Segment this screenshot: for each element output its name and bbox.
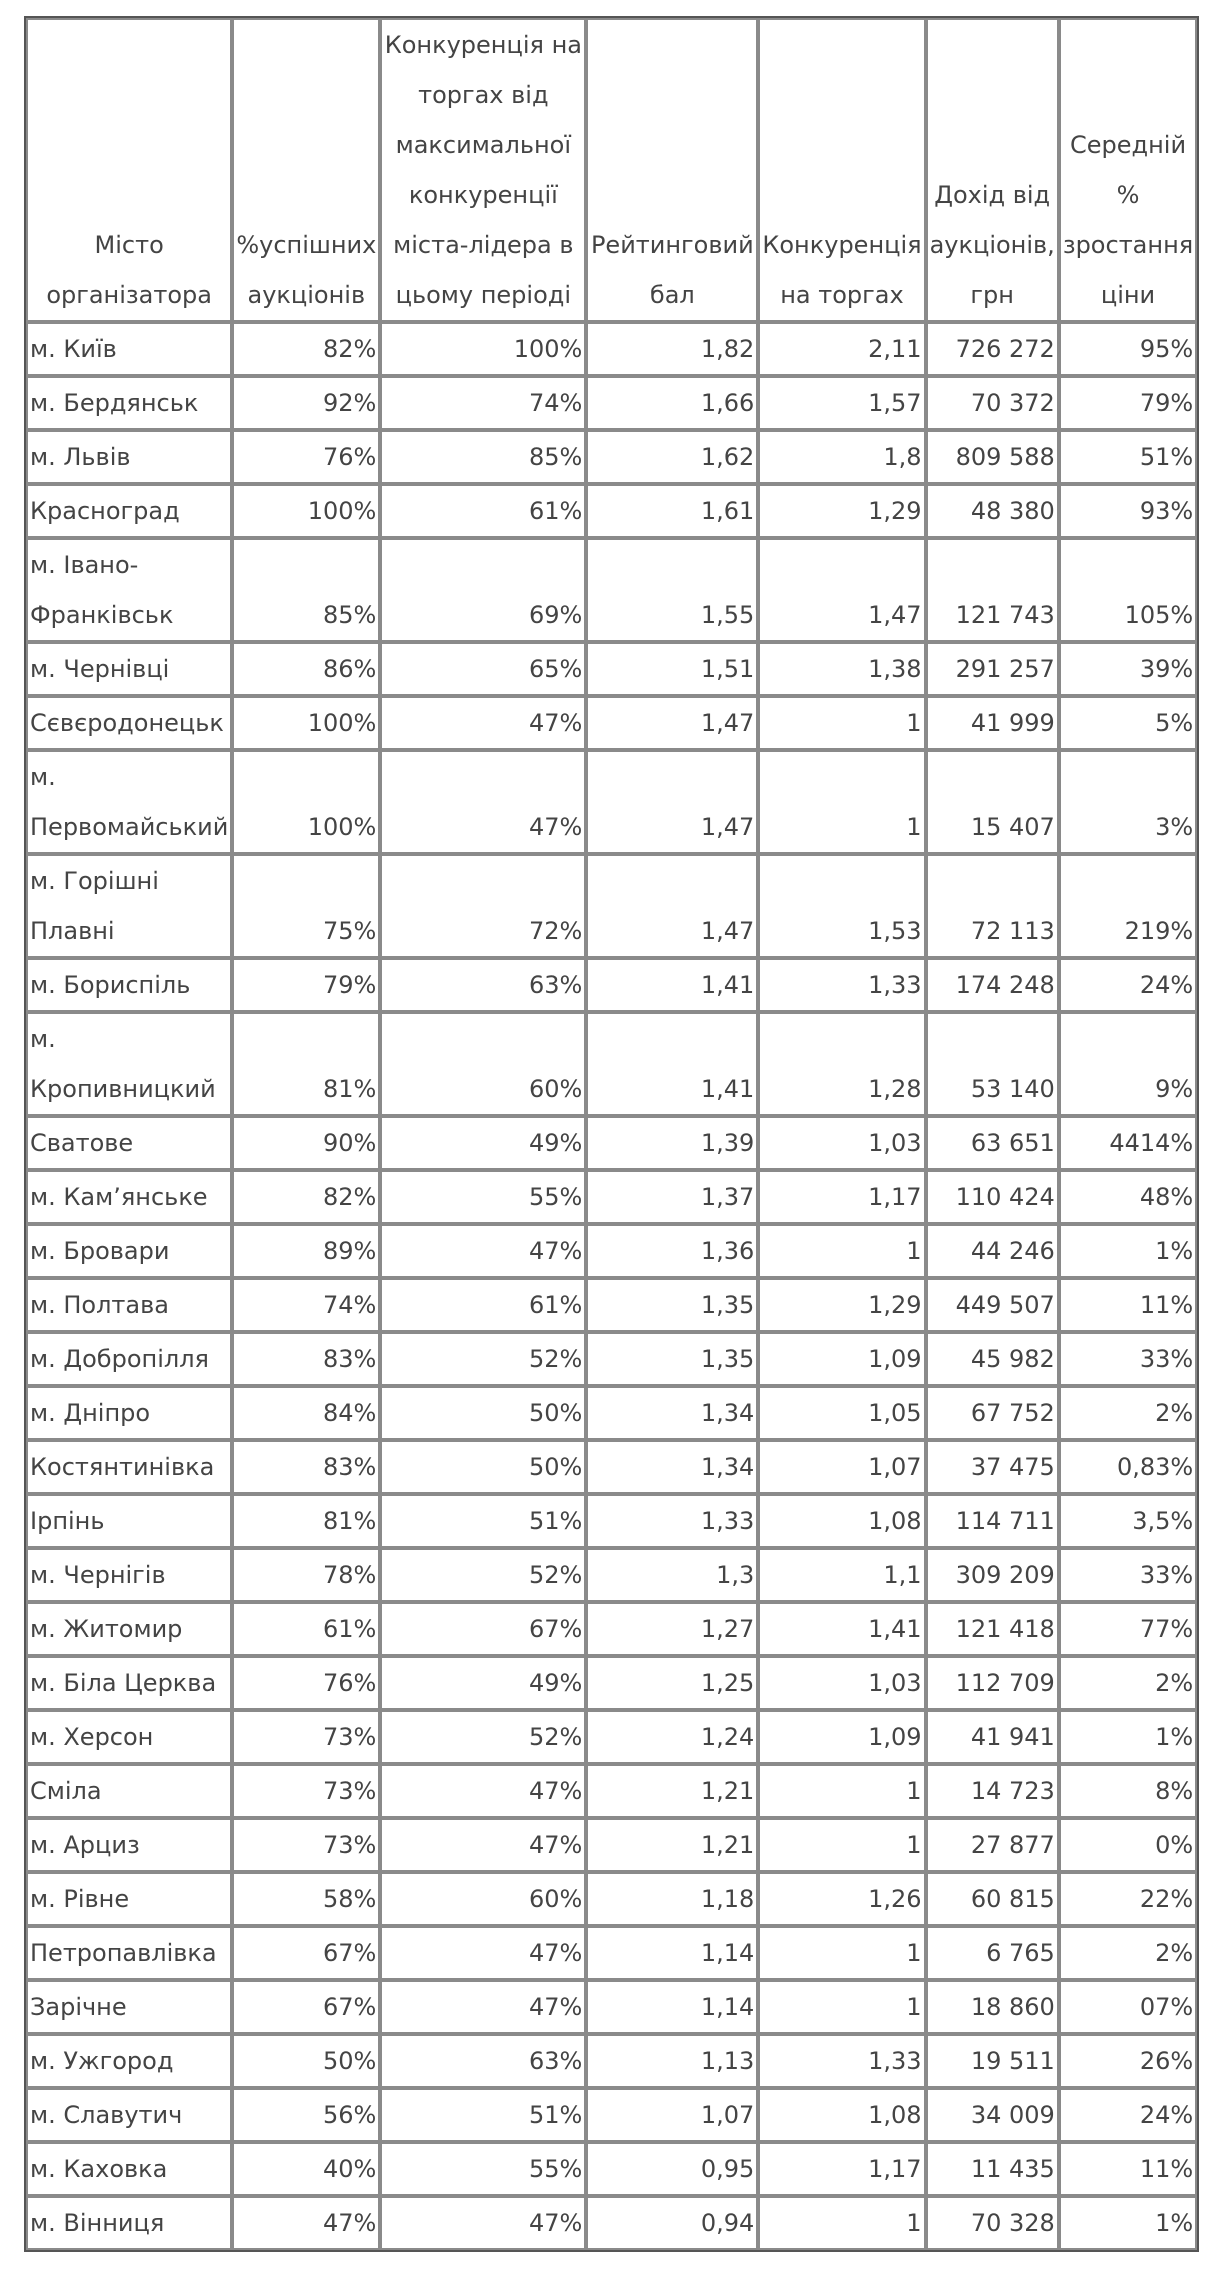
cell-success-rate: 100% bbox=[232, 696, 380, 750]
cell-competition: 1,08 bbox=[758, 1494, 925, 1548]
table-row bbox=[26, 322, 1197, 376]
cell-city: м. Полтава bbox=[26, 1278, 232, 1332]
cell-revenue: 37 475 bbox=[926, 1440, 1059, 1494]
cell-revenue: 27 877 bbox=[926, 1818, 1059, 1872]
cell-relative-competition: 50% bbox=[380, 1440, 586, 1494]
cell-rating-score: 1,62 bbox=[586, 430, 758, 484]
cell-revenue: 6 765 bbox=[926, 1926, 1059, 1980]
table-row bbox=[26, 1116, 1197, 1170]
cell-avg-price-growth: 0% bbox=[1059, 1818, 1197, 1872]
cell-rating-score: 0,95 bbox=[586, 2142, 758, 2196]
cell-rating-score: 1,41 bbox=[586, 958, 758, 1012]
cell-relative-competition: 51% bbox=[380, 2088, 586, 2142]
header-revenue: Дохід від аукціонів, грн bbox=[926, 18, 1059, 322]
cell-city: Сєвєродонецьк bbox=[26, 696, 232, 750]
cell-revenue: 67 752 bbox=[926, 1386, 1059, 1440]
cell-relative-competition: 47% bbox=[380, 1818, 586, 1872]
cell-competition: 1 bbox=[758, 750, 925, 854]
cell-rating-score: 1,33 bbox=[586, 1494, 758, 1548]
cell-city: м. Арциз bbox=[26, 1818, 232, 1872]
cell-competition: 1,41 bbox=[758, 1602, 925, 1656]
cell-competition: 1,33 bbox=[758, 2034, 925, 2088]
table-row bbox=[26, 696, 1197, 750]
table-row bbox=[26, 1386, 1197, 1440]
cell-avg-price-growth: 2% bbox=[1059, 1926, 1197, 1980]
cell-revenue: 44 246 bbox=[926, 1224, 1059, 1278]
cell-competition: 1,17 bbox=[758, 2142, 925, 2196]
table-row bbox=[26, 1332, 1197, 1386]
cell-avg-price-growth: 1% bbox=[1059, 2196, 1197, 2250]
cell-success-rate: 83% bbox=[232, 1440, 380, 1494]
cell-revenue: 41 999 bbox=[926, 696, 1059, 750]
cell-relative-competition: 47% bbox=[380, 1926, 586, 1980]
cell-avg-price-growth: 0,83% bbox=[1059, 1440, 1197, 1494]
cell-success-rate: 76% bbox=[232, 1656, 380, 1710]
cell-rating-score: 1,21 bbox=[586, 1764, 758, 1818]
cell-rating-score: 1,66 bbox=[586, 376, 758, 430]
cell-success-rate: 40% bbox=[232, 2142, 380, 2196]
cell-success-rate: 82% bbox=[232, 322, 380, 376]
cell-rating-score: 1,39 bbox=[586, 1116, 758, 1170]
cell-revenue: 114 711 bbox=[926, 1494, 1059, 1548]
cell-success-rate: 47% bbox=[232, 2196, 380, 2250]
cell-avg-price-growth: 07% bbox=[1059, 1980, 1197, 2034]
cell-competition: 1 bbox=[758, 1224, 925, 1278]
cell-city: м. Львів bbox=[26, 430, 232, 484]
cell-relative-competition: 51% bbox=[380, 1494, 586, 1548]
cell-revenue: 110 424 bbox=[926, 1170, 1059, 1224]
cell-avg-price-growth: 2% bbox=[1059, 1656, 1197, 1710]
cell-revenue: 809 588 bbox=[926, 430, 1059, 484]
cell-rating-score: 1,24 bbox=[586, 1710, 758, 1764]
cell-success-rate: 75% bbox=[232, 854, 380, 958]
cell-rating-score: 1,35 bbox=[586, 1278, 758, 1332]
cell-city: м. Кам’янське bbox=[26, 1170, 232, 1224]
cell-rating-score: 0,94 bbox=[586, 2196, 758, 2250]
cell-success-rate: 78% bbox=[232, 1548, 380, 1602]
cell-avg-price-growth: 33% bbox=[1059, 1332, 1197, 1386]
cell-rating-score: 1,47 bbox=[586, 696, 758, 750]
cell-city: м. Київ bbox=[26, 322, 232, 376]
cell-rating-score: 1,41 bbox=[586, 1012, 758, 1116]
cell-competition: 1,33 bbox=[758, 958, 925, 1012]
table-row bbox=[26, 1872, 1197, 1926]
table-row bbox=[26, 2088, 1197, 2142]
cell-avg-price-growth: 11% bbox=[1059, 1278, 1197, 1332]
cell-city: м. Дніпро bbox=[26, 1386, 232, 1440]
cell-city: м. Чернігів bbox=[26, 1548, 232, 1602]
cell-relative-competition: 74% bbox=[380, 376, 586, 430]
cell-relative-competition: 47% bbox=[380, 696, 586, 750]
cell-competition: 1 bbox=[758, 1980, 925, 2034]
cell-rating-score: 1,55 bbox=[586, 538, 758, 642]
cell-relative-competition: 47% bbox=[380, 2196, 586, 2250]
cell-relative-competition: 47% bbox=[380, 1224, 586, 1278]
cell-relative-competition: 67% bbox=[380, 1602, 586, 1656]
table-row bbox=[26, 1656, 1197, 1710]
cell-competition: 1,47 bbox=[758, 538, 925, 642]
cell-success-rate: 50% bbox=[232, 2034, 380, 2088]
cell-city: Сватове bbox=[26, 1116, 232, 1170]
cell-rating-score: 1,34 bbox=[586, 1386, 758, 1440]
cell-city: Зарічне bbox=[26, 1980, 232, 2034]
cell-competition: 1,17 bbox=[758, 1170, 925, 1224]
cell-relative-competition: 55% bbox=[380, 2142, 586, 2196]
cell-rating-score: 1,07 bbox=[586, 2088, 758, 2142]
cell-success-rate: 85% bbox=[232, 538, 380, 642]
cell-competition: 1,03 bbox=[758, 1116, 925, 1170]
cell-avg-price-growth: 24% bbox=[1059, 2088, 1197, 2142]
cell-rating-score: 1,37 bbox=[586, 1170, 758, 1224]
cell-competition: 1,07 bbox=[758, 1440, 925, 1494]
cell-city: Петропавлівка bbox=[26, 1926, 232, 1980]
cell-success-rate: 76% bbox=[232, 430, 380, 484]
cell-avg-price-growth: 105% bbox=[1059, 538, 1197, 642]
cell-success-rate: 61% bbox=[232, 1602, 380, 1656]
cell-avg-price-growth: 33% bbox=[1059, 1548, 1197, 1602]
cell-revenue: 70 328 bbox=[926, 2196, 1059, 2250]
cell-revenue: 41 941 bbox=[926, 1710, 1059, 1764]
cell-city: м. Горішні Плавні bbox=[26, 854, 232, 958]
table-row bbox=[26, 2196, 1197, 2250]
cell-city: м. Ужгород bbox=[26, 2034, 232, 2088]
cell-city: м. Херсон bbox=[26, 1710, 232, 1764]
cell-competition: 1,05 bbox=[758, 1386, 925, 1440]
cell-avg-price-growth: 4414% bbox=[1059, 1116, 1197, 1170]
cell-revenue: 112 709 bbox=[926, 1656, 1059, 1710]
cell-competition: 1,29 bbox=[758, 484, 925, 538]
cell-success-rate: 83% bbox=[232, 1332, 380, 1386]
table-row bbox=[26, 1980, 1197, 2034]
cell-competition: 1,26 bbox=[758, 1872, 925, 1926]
cell-avg-price-growth: 9% bbox=[1059, 1012, 1197, 1116]
cell-relative-competition: 55% bbox=[380, 1170, 586, 1224]
cell-revenue: 291 257 bbox=[926, 642, 1059, 696]
cell-avg-price-growth: 77% bbox=[1059, 1602, 1197, 1656]
table-row bbox=[26, 1926, 1197, 1980]
cell-avg-price-growth: 3,5% bbox=[1059, 1494, 1197, 1548]
cell-relative-competition: 52% bbox=[380, 1710, 586, 1764]
cell-revenue: 14 723 bbox=[926, 1764, 1059, 1818]
cell-competition: 1 bbox=[758, 696, 925, 750]
cell-competition: 1 bbox=[758, 2196, 925, 2250]
cell-avg-price-growth: 48% bbox=[1059, 1170, 1197, 1224]
cell-revenue: 70 372 bbox=[926, 376, 1059, 430]
cell-success-rate: 100% bbox=[232, 484, 380, 538]
cell-revenue: 63 651 bbox=[926, 1116, 1059, 1170]
header-avg-price-growth: Середній % зростання ціни bbox=[1059, 18, 1197, 322]
cell-relative-competition: 63% bbox=[380, 958, 586, 1012]
cell-city: м. Каховка bbox=[26, 2142, 232, 2196]
cell-rating-score: 1,35 bbox=[586, 1332, 758, 1386]
cell-relative-competition: 49% bbox=[380, 1656, 586, 1710]
cell-avg-price-growth: 24% bbox=[1059, 958, 1197, 1012]
table-row bbox=[26, 2142, 1197, 2196]
cell-competition: 1,53 bbox=[758, 854, 925, 958]
cell-city: Ірпінь bbox=[26, 1494, 232, 1548]
cell-city: м. Вінниця bbox=[26, 2196, 232, 2250]
table-row bbox=[26, 1548, 1197, 1602]
cell-relative-competition: 85% bbox=[380, 430, 586, 484]
cell-relative-competition: 47% bbox=[380, 750, 586, 854]
cell-relative-competition: 72% bbox=[380, 854, 586, 958]
cell-success-rate: 79% bbox=[232, 958, 380, 1012]
cell-rating-score: 1,14 bbox=[586, 1980, 758, 2034]
cell-competition: 1 bbox=[758, 1764, 925, 1818]
header-rating-score: Рейтинговий бал bbox=[586, 18, 758, 322]
cell-rating-score: 1,25 bbox=[586, 1656, 758, 1710]
cell-success-rate: 58% bbox=[232, 1872, 380, 1926]
cell-city: Сміла bbox=[26, 1764, 232, 1818]
cell-avg-price-growth: 219% bbox=[1059, 854, 1197, 958]
cell-relative-competition: 60% bbox=[380, 1872, 586, 1926]
cell-avg-price-growth: 1% bbox=[1059, 1224, 1197, 1278]
table-row bbox=[26, 642, 1197, 696]
table-row bbox=[26, 958, 1197, 1012]
table-row bbox=[26, 538, 1197, 642]
cell-city: м. Чернівці bbox=[26, 642, 232, 696]
cell-relative-competition: 52% bbox=[380, 1548, 586, 1602]
cell-relative-competition: 50% bbox=[380, 1386, 586, 1440]
cell-competition: 1 bbox=[758, 1818, 925, 1872]
cell-revenue: 60 815 bbox=[926, 1872, 1059, 1926]
table-row bbox=[26, 1764, 1197, 1818]
cell-revenue: 309 209 bbox=[926, 1548, 1059, 1602]
cell-success-rate: 81% bbox=[232, 1494, 380, 1548]
cell-revenue: 15 407 bbox=[926, 750, 1059, 854]
table-row bbox=[26, 1818, 1197, 1872]
table-row bbox=[26, 430, 1197, 484]
cell-rating-score: 1,18 bbox=[586, 1872, 758, 1926]
cell-revenue: 45 982 bbox=[926, 1332, 1059, 1386]
cell-avg-price-growth: 39% bbox=[1059, 642, 1197, 696]
cell-relative-competition: 61% bbox=[380, 484, 586, 538]
cell-rating-score: 1,13 bbox=[586, 2034, 758, 2088]
cell-competition: 1,29 bbox=[758, 1278, 925, 1332]
cell-rating-score: 1,36 bbox=[586, 1224, 758, 1278]
cell-success-rate: 100% bbox=[232, 750, 380, 854]
table-row bbox=[26, 1170, 1197, 1224]
cell-relative-competition: 49% bbox=[380, 1116, 586, 1170]
cell-rating-score: 1,47 bbox=[586, 750, 758, 854]
table-row bbox=[26, 484, 1197, 538]
cell-revenue: 174 248 bbox=[926, 958, 1059, 1012]
cell-relative-competition: 47% bbox=[380, 1764, 586, 1818]
cell-success-rate: 73% bbox=[232, 1818, 380, 1872]
cell-relative-competition: 63% bbox=[380, 2034, 586, 2088]
table-row bbox=[26, 750, 1197, 854]
cell-rating-score: 1,51 bbox=[586, 642, 758, 696]
cell-success-rate: 74% bbox=[232, 1278, 380, 1332]
cell-avg-price-growth: 5% bbox=[1059, 696, 1197, 750]
cell-success-rate: 73% bbox=[232, 1710, 380, 1764]
cell-avg-price-growth: 22% bbox=[1059, 1872, 1197, 1926]
cell-success-rate: 89% bbox=[232, 1224, 380, 1278]
table-row bbox=[26, 1494, 1197, 1548]
cell-competition: 1,38 bbox=[758, 642, 925, 696]
cell-competition: 1,09 bbox=[758, 1710, 925, 1764]
cell-city: м. Добропілля bbox=[26, 1332, 232, 1386]
cell-success-rate: 67% bbox=[232, 1980, 380, 2034]
table-container bbox=[24, 16, 1199, 2252]
cell-competition: 1,08 bbox=[758, 2088, 925, 2142]
cell-success-rate: 86% bbox=[232, 642, 380, 696]
cell-rating-score: 1,21 bbox=[586, 1818, 758, 1872]
cell-avg-price-growth: 1% bbox=[1059, 1710, 1197, 1764]
cell-avg-price-growth: 51% bbox=[1059, 430, 1197, 484]
cell-city: м. Біла Церква bbox=[26, 1656, 232, 1710]
cell-avg-price-growth: 11% bbox=[1059, 2142, 1197, 2196]
header-success-rate: %успішних аукціонів bbox=[232, 18, 380, 322]
cell-avg-price-growth: 79% bbox=[1059, 376, 1197, 430]
cell-rating-score: 1,82 bbox=[586, 322, 758, 376]
cell-avg-price-growth: 26% bbox=[1059, 2034, 1197, 2088]
cell-city: м. Бровари bbox=[26, 1224, 232, 1278]
header-city: Місто організатора bbox=[26, 18, 232, 322]
cell-success-rate: 90% bbox=[232, 1116, 380, 1170]
cell-city: м. Івано-Франківськ bbox=[26, 538, 232, 642]
cell-revenue: 121 743 bbox=[926, 538, 1059, 642]
table-row bbox=[26, 1278, 1197, 1332]
cell-relative-competition: 52% bbox=[380, 1332, 586, 1386]
cell-relative-competition: 61% bbox=[380, 1278, 586, 1332]
cell-success-rate: 56% bbox=[232, 2088, 380, 2142]
cell-success-rate: 92% bbox=[232, 376, 380, 430]
cell-competition: 1,8 bbox=[758, 430, 925, 484]
cell-avg-price-growth: 95% bbox=[1059, 322, 1197, 376]
cell-city: Красноград bbox=[26, 484, 232, 538]
header-relative-competition: Конкуренція на торгах від максимальної конкуренції міста-лідера в цьому періоді bbox=[380, 18, 586, 322]
cell-revenue: 121 418 bbox=[926, 1602, 1059, 1656]
cell-revenue: 449 507 bbox=[926, 1278, 1059, 1332]
cell-city: м. Кропивницкий bbox=[26, 1012, 232, 1116]
cell-city: м. Первомайський bbox=[26, 750, 232, 854]
cell-competition: 1,09 bbox=[758, 1332, 925, 1386]
cell-competition: 1,1 bbox=[758, 1548, 925, 1602]
cell-relative-competition: 100% bbox=[380, 322, 586, 376]
cell-competition: 1,03 bbox=[758, 1656, 925, 1710]
cell-city: м. Славутич bbox=[26, 2088, 232, 2142]
cell-city: м. Бориспіль bbox=[26, 958, 232, 1012]
cell-competition: 1,57 bbox=[758, 376, 925, 430]
cell-avg-price-growth: 93% bbox=[1059, 484, 1197, 538]
cell-competition: 1 bbox=[758, 1926, 925, 1980]
cell-revenue: 53 140 bbox=[926, 1012, 1059, 1116]
cell-revenue: 72 113 bbox=[926, 854, 1059, 958]
cell-competition: 1,28 bbox=[758, 1012, 925, 1116]
cell-success-rate: 81% bbox=[232, 1012, 380, 1116]
header-row bbox=[26, 18, 1197, 322]
cell-competition: 2,11 bbox=[758, 322, 925, 376]
cell-relative-competition: 65% bbox=[380, 642, 586, 696]
cell-rating-score: 1,27 bbox=[586, 1602, 758, 1656]
cell-revenue: 11 435 bbox=[926, 2142, 1059, 2196]
header-competition: Конкуренція на торгах bbox=[758, 18, 925, 322]
auction-rating-table bbox=[24, 16, 1199, 2252]
cell-relative-competition: 69% bbox=[380, 538, 586, 642]
table-row bbox=[26, 1602, 1197, 1656]
cell-revenue: 18 860 bbox=[926, 1980, 1059, 2034]
cell-rating-score: 1,3 bbox=[586, 1548, 758, 1602]
cell-city: м. Житомир bbox=[26, 1602, 232, 1656]
cell-relative-competition: 60% bbox=[380, 1012, 586, 1116]
cell-revenue: 34 009 bbox=[926, 2088, 1059, 2142]
cell-rating-score: 1,61 bbox=[586, 484, 758, 538]
cell-rating-score: 1,34 bbox=[586, 1440, 758, 1494]
cell-city: м. Рівне bbox=[26, 1872, 232, 1926]
cell-revenue: 48 380 bbox=[926, 484, 1059, 538]
table-row bbox=[26, 1224, 1197, 1278]
cell-relative-competition: 47% bbox=[380, 1980, 586, 2034]
cell-success-rate: 73% bbox=[232, 1764, 380, 1818]
cell-avg-price-growth: 8% bbox=[1059, 1764, 1197, 1818]
cell-avg-price-growth: 3% bbox=[1059, 750, 1197, 854]
cell-rating-score: 1,47 bbox=[586, 854, 758, 958]
cell-rating-score: 1,14 bbox=[586, 1926, 758, 1980]
table-row bbox=[26, 2034, 1197, 2088]
table-row bbox=[26, 1710, 1197, 1764]
table-row bbox=[26, 376, 1197, 430]
cell-success-rate: 67% bbox=[232, 1926, 380, 1980]
cell-revenue: 726 272 bbox=[926, 322, 1059, 376]
cell-avg-price-growth: 2% bbox=[1059, 1386, 1197, 1440]
cell-city: м. Бердянськ bbox=[26, 376, 232, 430]
cell-revenue: 19 511 bbox=[926, 2034, 1059, 2088]
table-row bbox=[26, 854, 1197, 958]
cell-success-rate: 84% bbox=[232, 1386, 380, 1440]
table-row bbox=[26, 1440, 1197, 1494]
table-row bbox=[26, 1012, 1197, 1116]
cell-success-rate: 82% bbox=[232, 1170, 380, 1224]
cell-city: Костянтинівка bbox=[26, 1440, 232, 1494]
